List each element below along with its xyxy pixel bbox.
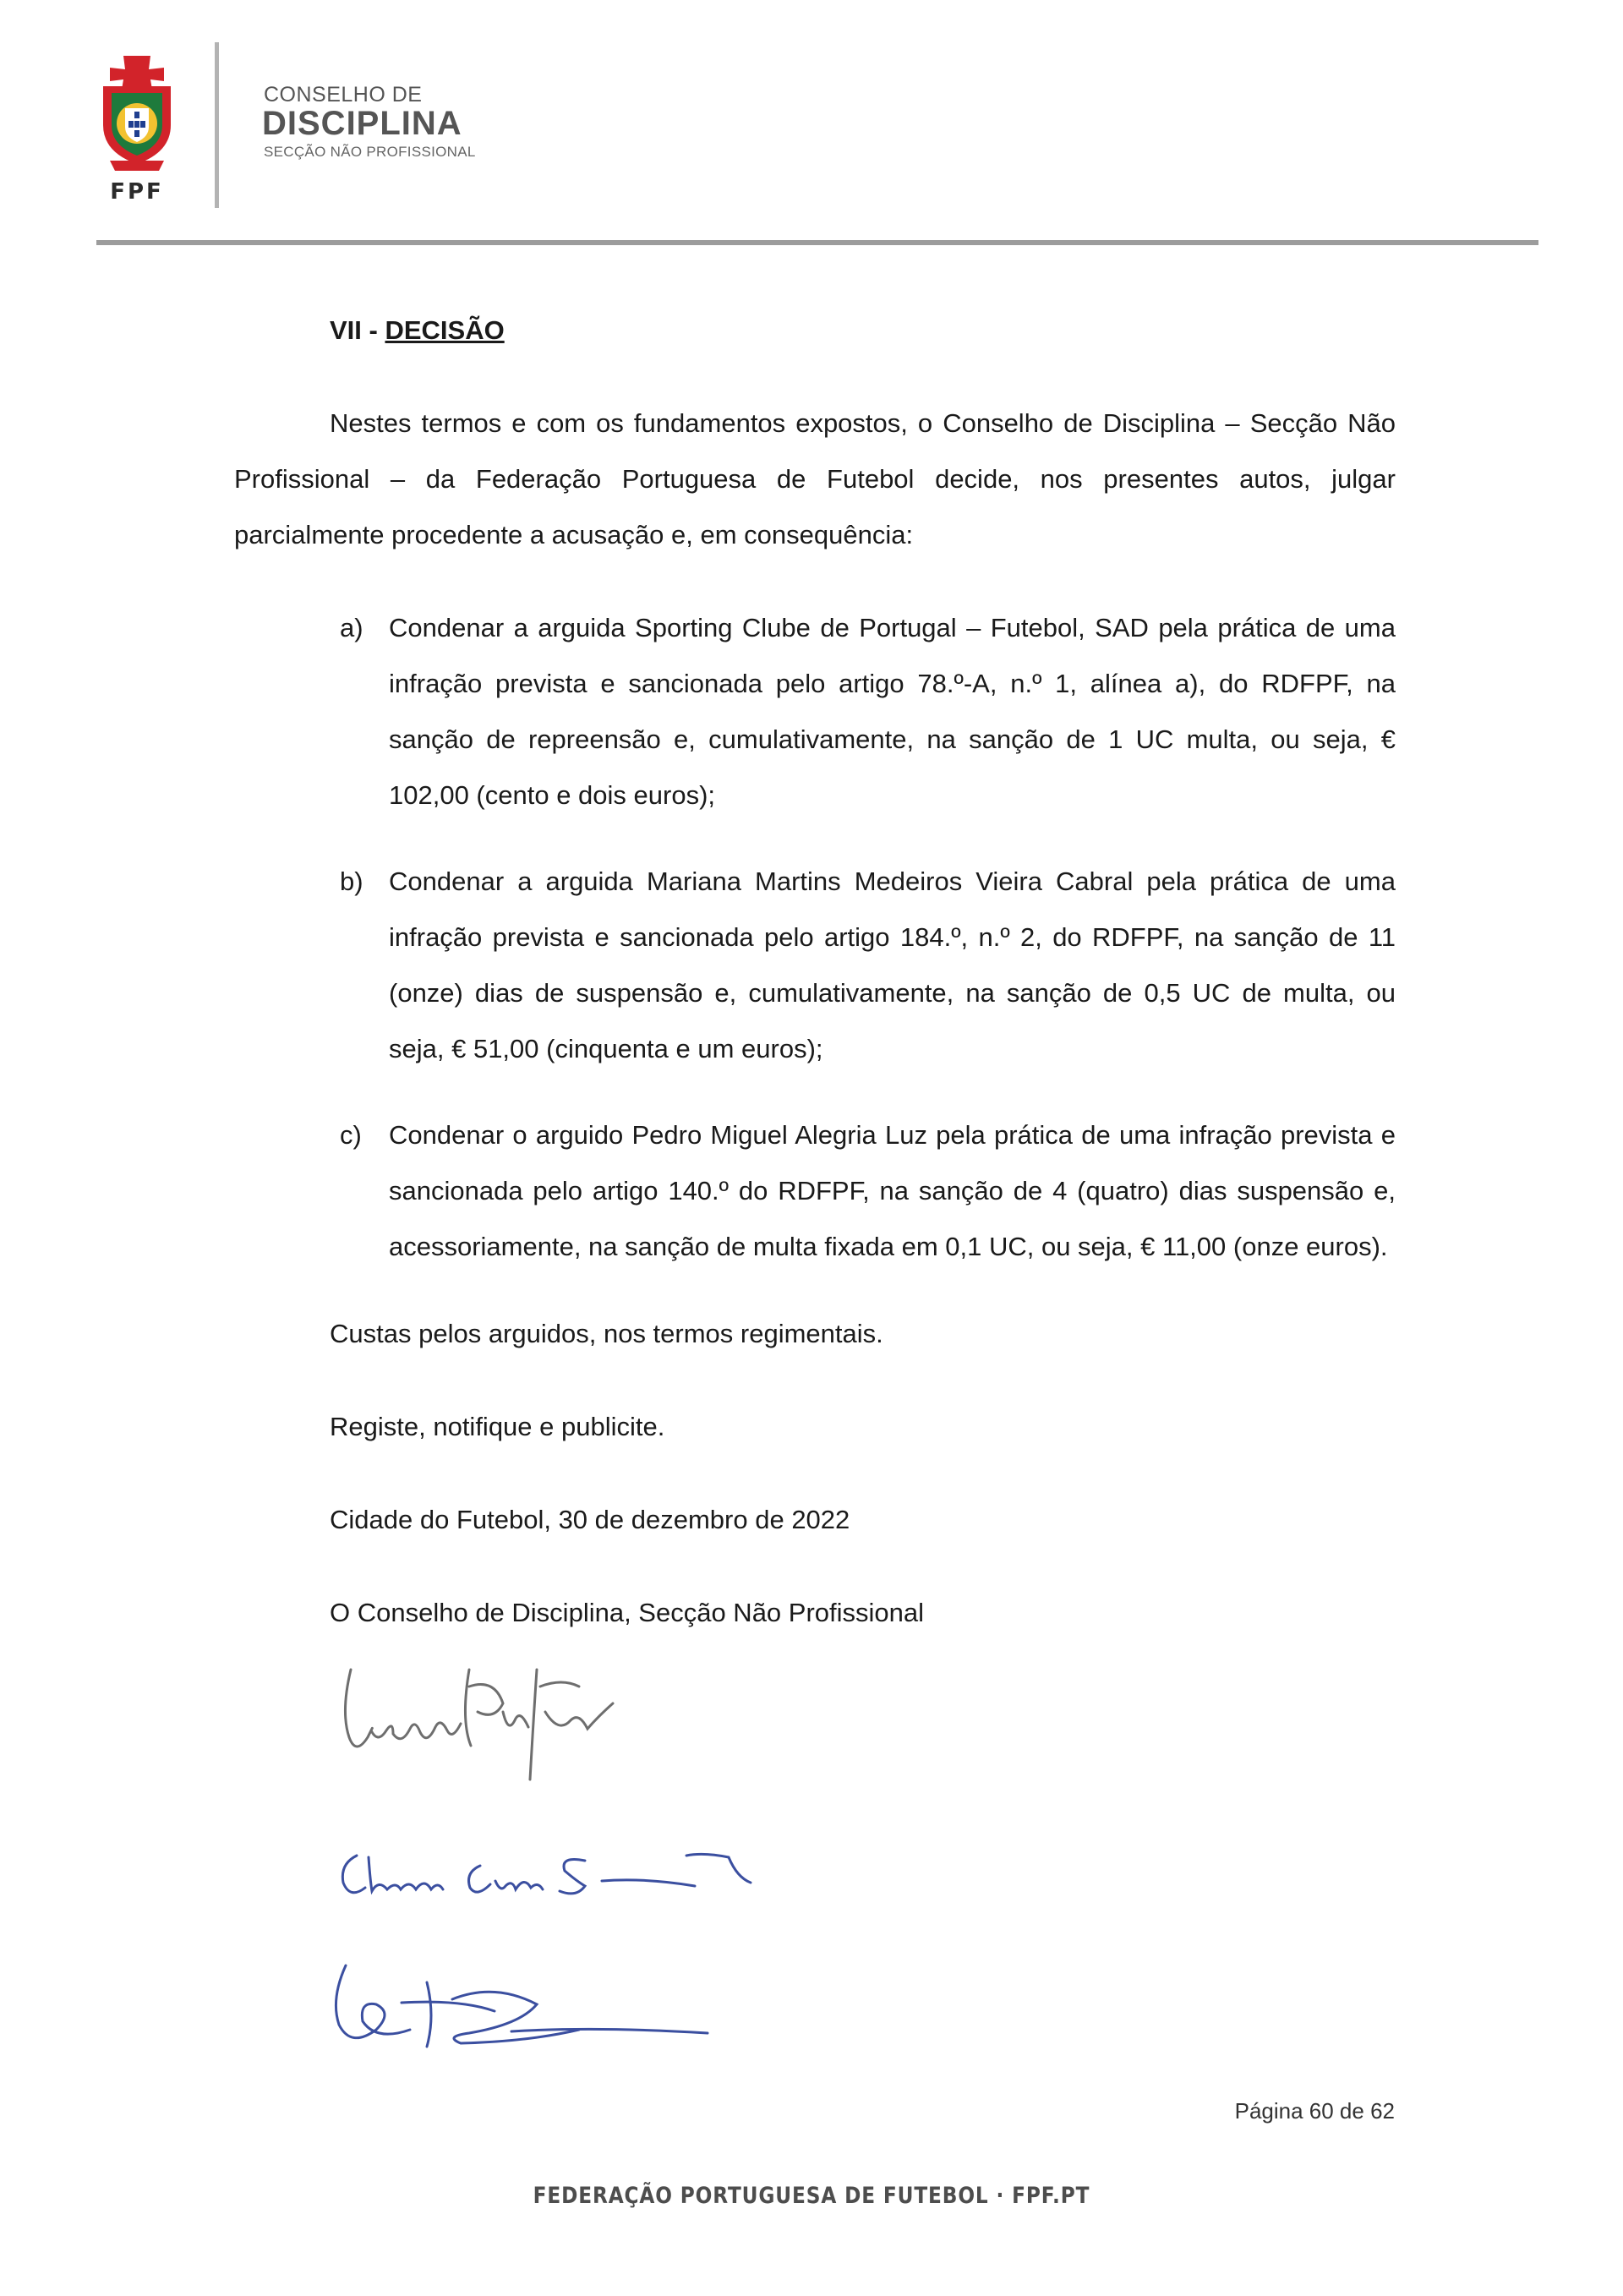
- decision-item-text: Condenar o arguido Pedro Miguel Alegria Luz pela prática de uma infração prevista e sancionada pelo artigo 140.º do RDFPF, na sanção de 4 (quatro) dias suspensão e, acessoriamente, na sanção de multa fixada em 0,1 UC, ou seja, € 11,00 (onze euros).: [389, 1120, 1396, 1261]
- decision-item: [330, 600, 1396, 823]
- decision-item-text: Condenar a arguida Sporting Clube de Portugal – Futebol, SAD pela prática de uma infração prevista e sancionada pelo artigo 78.º-A, n.º 1, alínea a), do RDFPF, na sanção de repreensão e, cumulativamente, na sanção de 1 UC multa, ou seja, € 102,00 (cento e dois euros);: [389, 613, 1396, 810]
- section-heading: [330, 303, 505, 358]
- header-divider-vertical: [215, 42, 219, 208]
- fpf-crest-logo: [91, 52, 183, 205]
- intro-paragraph: Nestes termos e com os fundamentos expostos, o Conselho de Disciplina – Secção Não Profissional – da Federação Portuguesa de Futebol decide, nos presentes autos, julgar parcialmente procedente a acusação e, em consequência:: [234, 408, 1396, 549]
- decision-item: [330, 854, 1396, 1077]
- decision-item-label: a): [340, 613, 363, 642]
- header-rule: [96, 240, 1538, 245]
- signature-3-image: [325, 1949, 714, 2058]
- header-line-1: CONSELHO DE: [264, 83, 423, 107]
- section-heading-title: DECISÃO: [385, 315, 505, 345]
- signatory-line: O Conselho de Disciplina, Secção Não Profissional: [330, 1598, 925, 1627]
- header-line-2: DISCIPLINA: [262, 105, 462, 142]
- place-date-line: Cidade do Futebol, 30 de dezembro de 2022: [330, 1505, 850, 1534]
- page-number: Página 60 de 62: [1234, 2098, 1395, 2124]
- header-line-3: SECÇÃO NÃO PROFISSIONAL: [264, 144, 476, 160]
- decision-item-text: Condenar a arguida Mariana Martins Medeiros Vieira Cabral pela prática de uma infração prevista e sancionada pelo artigo 184.º, n.º 2, do RDFPF, na sanção de 11 (onze) dias de suspensão e, cumulativamente, na sanção de 0,5 UC de multa, ou seja, € 51,00 (cinquenta e um euros);: [389, 866, 1396, 1063]
- section-heading-prefix: VII -: [330, 315, 385, 345]
- decision-item: [330, 1107, 1396, 1275]
- decision-item-label: b): [340, 866, 363, 896]
- register-line: Registe, notifique e publicite.: [330, 1412, 665, 1441]
- costs-line: Custas pelos arguidos, nos termos regimentais.: [330, 1319, 883, 1348]
- fpf-logo-text: FPF: [110, 179, 164, 205]
- signature-2-image: [331, 1822, 754, 1906]
- decision-item-label: c): [340, 1120, 362, 1150]
- footer-text: FEDERAÇÃO PORTUGUESA DE FUTEBOL · FPF.PT: [533, 2183, 1090, 2209]
- signature-1-image: [334, 1653, 626, 1796]
- crest-icon: [91, 52, 183, 179]
